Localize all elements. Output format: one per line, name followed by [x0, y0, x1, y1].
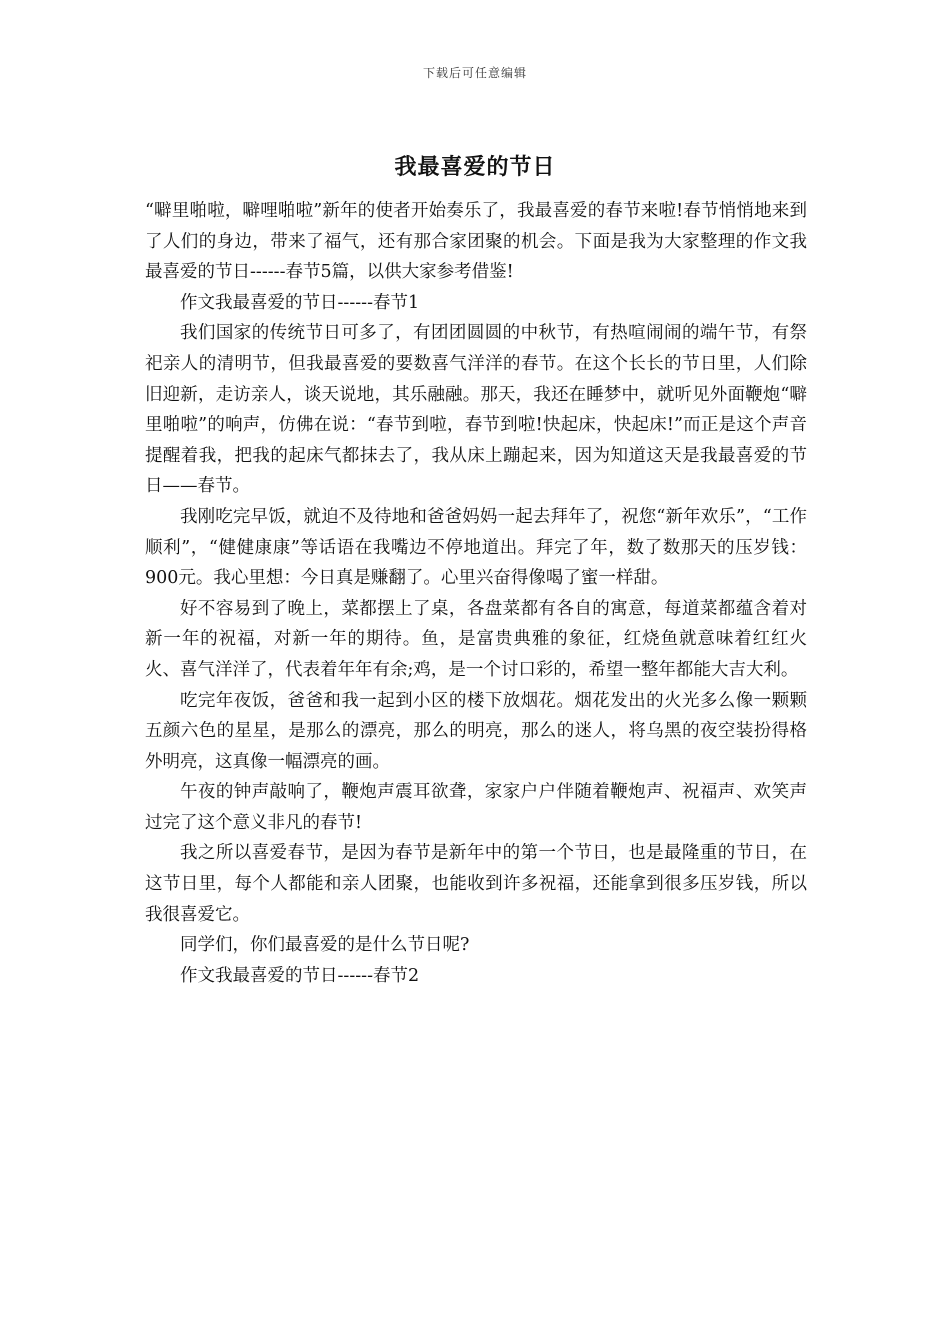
section-heading-1: 作文我最喜爱的节日------春节1 [180, 292, 420, 313]
body-paragraph: 吃完年夜饭，爸爸和我一起到小区的楼下放烟花。烟花发出的火光多么像一颗颗五颜六色的星星，是那么的漂亮，那么的明亮，那么的迷人，将乌黑的夜空装扮得格外明亮，这真像一幅漂亮的画。 [145, 690, 807, 772]
body-paragraph: 好不容易到了晚上，菜都摆上了桌，各盘菜都有各自的寓意，每道菜都蕴含着对新一年的祝福，对新一年的期待。鱼，是富贵典雅的象征，红烧鱼就意味着红红火火、喜气洋洋了，代表着年年有余;鸡，是一个讨口彩的，希望一整年都能大吉大利。 [145, 598, 807, 680]
body-paragraph: 我刚吃完早饭，就迫不及待地和爸爸妈妈一起去拜年了，祝您“新年欢乐”，“工作顺利”，“健健康康”等话语在我嘴边不停地道出。拜完了年，数了数那天的压岁钱：900元。我心里想：今日真是赚翻了。心里兴奋得像喝了蜜一样甜。 [145, 506, 807, 589]
document-title: 我最喜爱的节日 [394, 154, 556, 180]
body-paragraph: 我们国家的传统节日可多了，有团团圆圆的中秋节，有热喧闹闹的端午节，有祭祀亲人的清明节，但我最喜爱的要数喜气洋洋的春节。在这个长长的节日里，人们除旧迎新，走访亲人，谈天说地，其乐融融。那天，我还在睡梦中，就听见外面鞭炮“噼里啪啦”的响声，仿佛在说：“春节到啦，春节到啦!快起床，快起床!”而正是这个声音提醒着我，把我的起床气都抹去了，我从床上蹦起来，因为知道这天是我最喜爱的节日——春节。 [145, 323, 807, 497]
body-paragraph: 我之所以喜爱春节，是因为春节是新年中的第一个节日，也是最隆重的节日，在这节日里，每个人都能和亲人团聚，也能收到许多祝福，还能拿到很多压岁钱，所以我很喜爱它。 [145, 843, 807, 925]
document-body [145, 196, 807, 991]
intro-paragraph: “噼里啪啦，噼哩啪啦”新年的使者开始奏乐了，我最喜爱的春节来啦!春节悄悄地来到了人们的身边，带来了福气，还有那合家团聚的机会。下面是我为大家整理的作文我最喜爱的节日------春节5篇，以供大家参考借鉴! [145, 201, 807, 283]
body-paragraph: 午夜的钟声敲响了，鞭炮声震耳欲聋，家家户户伴随着鞭炮声、祝福声、欢笑声过完了这个意义非凡的春节! [145, 782, 807, 833]
body-paragraph: 同学们，你们最喜爱的是什么节日呢? [180, 935, 470, 956]
section-heading-2: 作文我最喜爱的节日------春节2 [180, 965, 420, 986]
page-header-note: 下载后可任意编辑 [422, 66, 527, 80]
